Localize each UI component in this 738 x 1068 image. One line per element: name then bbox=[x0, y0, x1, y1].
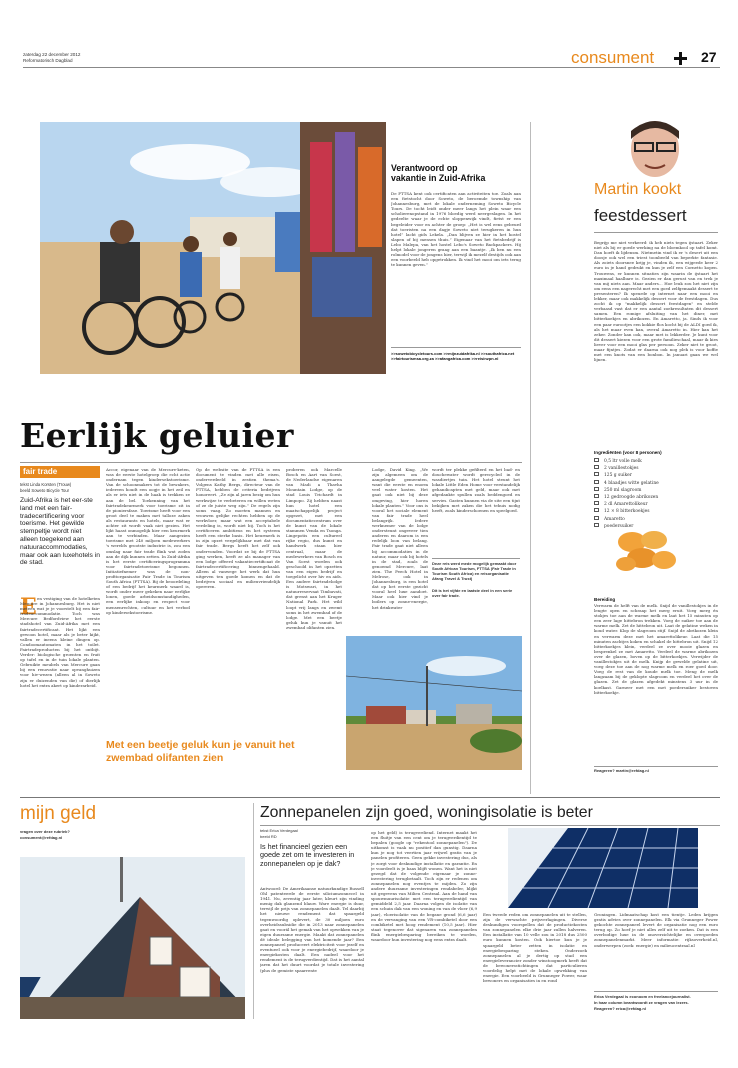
ingredient-item[interactable]: 12 gedroogde abrikozen bbox=[594, 494, 718, 501]
article-col6: wordt ter plekke gefilterd en het bad- en douchewater wordt gerecycled in de wasdiertjes tuin. Het hotel steunt het lokale Little Eden Home voor verstandelijk gehandicapten met geld, maar ook met afgedankte spullen zoals beddengoed en servies. Gasten kunnen via de site een tijnt bekijken met zaken die het tehuis nodig heeft, zoals kinderschoenen en speelgoed. bbox=[432, 467, 520, 513]
geld-col1: Antwoord: De Amerikaanse natuurkundige Russell Ohl patenteerde de eerste siliciumzonnecel in 1941. Nu, zeventig jaar later, kleurt zijn vinding menig dak glanzend blauw. Ware energie is duur, terwijl de prijs van zonnepanelen daalt. Tel daarbij het nieuwe rendement dat spaargeld tegenwoordig oplevert, de 30 miljoen euro overheidssubsidie die in 2013 naar zonnepanelen gaat en voorál het gemak van het opwekken van je eigen duurzame energie. Maakt dat zonnepanelen dé ideale belegging van het komende jaar? Een zonnepaneel produceert elektriciteit voor jezelf en eventueel ook voor je energiebedrijf, waardoor je energiekosten daalt. Een nadeel voor het rendement is de terugverdientijd. Dat is het aantal jaren dat het duurt voordat je totale investering (plus de gemiste spaarrente bbox=[260, 886, 364, 973]
cyclists-photo bbox=[40, 122, 386, 374]
geld-note-2[interactable]: consument@refdag.nl bbox=[20, 835, 63, 840]
geld-footer-3[interactable]: Reageren? erica@refdag.nl bbox=[594, 1006, 646, 1011]
apricots-photo bbox=[612, 522, 682, 578]
series-credit: Dit is het vijfde en laatste deel in een serie over fair trade. bbox=[432, 588, 513, 599]
column-react[interactable]: Reageren? martin@refdag.nl bbox=[594, 768, 649, 773]
headline-rule bbox=[20, 462, 522, 463]
ingredients-list bbox=[594, 458, 718, 530]
ingredient-item[interactable]: Amaretto bbox=[594, 516, 718, 523]
ingredient-item[interactable]: 2 vanillestokjes bbox=[594, 465, 718, 472]
article-col3: Op de website van de FTTSA is een document te vinden met alle eisen, onderverdeeld in zestien thema's. Volgens Kathy Bergs, directeur van de FTTSA, hebben de criteria bedrijven honoreert. „Ze zijn al jaren bezig om hun werkwijze te verbeteren en willen weten of ze de juiste weg zijn.” De regels zijn soms vaag. Zo moeten mannen en vrouwen gelijke rechten hebben op de werkvloer, maar wat een acceptabele verdeling is, wordt niet bij. Toch is het certificeren ambitieus en het systeem heeft een sterke basis. Het keurmerk is in zijn opzet vergelijkbaar met dat van fair trade. Bergs heeft het zelf ook ondervonden. Voordat ze bij de FTTSA ging werken, heeft ze als manager van een lodge offeerd vakantiecertificaat de fairtradecertificering binnengehaald. Alleen al vanwege het werk dat hun uitgeven ten goede komen en dat de bedrijven sociaal en milieuvriendelijk opereren. bbox=[196, 467, 280, 590]
ingredients-title: Ingrediënten (voor 8 personen) bbox=[594, 450, 662, 455]
section-label: consument bbox=[571, 48, 655, 67]
fairtrade-tag: fair trade bbox=[20, 466, 100, 478]
header-paper: Reformatorisch Dagblad bbox=[23, 58, 73, 63]
village-photo bbox=[346, 636, 522, 770]
column-title-2: feestdessert bbox=[594, 206, 687, 225]
column-intro: Begrijp me niet verkeerd: ik heb niets tegen ijstaart. Zeker niet als bij er goede werking na de bloemkool op tafel komt. Dan hoeft ik lijdensm. Nietmetin vind ik er 's desert uit een doosje ook wel een triest toonbeeld van beperkte fantasie. Als zoiets doorsnee krijg je, vinden ik, een wijgeede keer 2 euro in je hand gedrukt en kun je zelf een Cornetto kopen. Trouwens, er kunnen situaties zijn waarin de ijstaart het maximaal haalbare is. Gezien er dan gerust van en trek je van mij niets aan. Maar anders... Hoe leuk zou het niet zijn om eens een nagerecht met een goed zelfgemaakt dessert te presenteren? Ik speurde op internet naar een mooi en lekker, maar ook makkelijk dessert voor de feestdagen. Dus zocht ik op "makkelijk dessert feestdagen" en stelde verbaasd vast dat er een aantal zoekresultaten dit dessert samen. Een romige afsluiting van het diner, met bitterkoekjes en abrikozen. En Amaretto, ja. Sinds ik voor een paar eurootjes een kokkie flos kocht bij de ALDI goed ik, als het maar even kan, overal Amaretto in. Hier kan het zeker. Zonder kan ook, maar met is lekkerder. Je kunt voor dit dessert kiezen voor een grote familieschaal, maar ik kies liever voor een mooi glas per persoon. Zeker niet te groot, maar fijntjes. Zodat er daarna ook nog plek is voor koffie met een knots van een bonbon. In januari gaan we wel lijnen. bbox=[594, 240, 718, 363]
geld-question: Is het financieel gezien een goede zet om te investeren in zonnepanelen op je dak? bbox=[260, 842, 355, 868]
article-col1: en vestiging van de hotelketen Mercure in Johannesburg. Het is niet meteen wat je je voorstelt bij een fair-tradeaccommodatie. Toch was Mercure Bedfordview het eerste stadshotel van Zuid-Afrika met een fairtradecertificaat. Het lijkt een gewoon hotel, maar als je beter kijkt, vallen er ineens kleine dingen op. Condoomautomaten in het toilet. Fairtradeproducten bij het ontbijt. Verder: biologische groenten en fruit op tafel en in de tuin lokale planten. Gebruikte meubels van Mercure gaan bij een renovatie naar opvanghuizen voor hiv-wezen (alleen al in Soweto zijn er duizenden van die) of dierlijk hotel het extra akert op kinderarbeid. bbox=[20, 596, 100, 688]
ingredient-item[interactable]: 0,5 ltr volle melk bbox=[594, 458, 718, 465]
byline-text: tekst Linda Korsten (Trouw) bbox=[20, 482, 72, 487]
geld-section-title: mijn geld bbox=[20, 803, 97, 824]
geld-col3: Een tweede reden om zonnepanelen uit te stellen, zijn de verwachte prijsverlagingen. Diverse deskundigen voorspellen dat de productiekosten van zonnepanelen elke drie jaar zullen halveren. Een installatie van 10 velle zou in 2018 dus 2500 euro kunnen kosten. Ook hiertoe kun je je spaargeld beter zetten in isolatie en energiebesparing steken. Onderzoek zonnepanelen al je dertig op stad een energieleverancier zonder winstoogmerk heeft dat de bewonersstichtingen dat particulieren voordelig helpt met de lokale opwekking van energie. Een voorbeeld is Grunneger Power, waar bewoners en organisaties in en rond bbox=[483, 912, 587, 984]
bereiding-text: Verwarm de helft van de melk. Snijd de vanillestokjes in de lengte open en schraap het merg eruit. Voeg merg én stokjes toe aan de warme melk en laat het 15 minuten op een zeer lage hittebron trekken. Voeg de suiker toe aan de warme melk. Zet de hittebron uit. Laat de gelatine weken in koud water. Klop de slagroom stijf. Snijd de abrikozen klein en verwarm deze met het amarettolikeur. Laat die 15 minuten zachtjes koken en schakel de hittebron uit. Snijd 12 bitterkoekjes klein, verdeel ze over mooie glazen en besprenkel ze met Amaretto. Verdeel de warme abrikozen over de glazen, boven op de bitterkoekjes. Verwijder de vanillestokjes uit de melk. Knijp de gewelde gelatine uit, voeg deze toe aan de nog warme melk en roer goed door. Voeg de rest van de koude melk toe. Meng de melk langzaam bij de geklopte slagroom en verdeel het over de glazen. Zet de glazen afgedekt minstens 3 uur in de koelkast. Garneer met een met poedersuiker bestoven bitterkoekje. bbox=[594, 603, 718, 695]
pullquote: Met een beetje geluk kun je vanuit het zwembad olifanten zien bbox=[106, 739, 295, 764]
main-headline: Eerlijk geluier bbox=[20, 416, 294, 455]
article-col4: proberen ook Marcelle Bosch en Aart van Soest, de Nederlandse eigenaren van Madi a Thavha Mountain Lodge, op de stad Louis Trichardt in Limpopo. Zij hebben naast hun hotel een maatschappelijk project opgezet, met een documentatiecentrum over de kunst van de lokale stammen Venda en Tsonga. Lingepotis een cultureel rijke regio, dus kunst en handwerk staan hier centraal, maar de medewerkers van Bosch en Van Soest worden ook geschoold in het opzetten van een eigen bedrijf en toegelicht over hiv en aids. Een andere fairtradelodge is Motswari, in het natuurreservaat Timbavati, dat grenst aan het Kruger National Park. Het wild loopt vrij langs en zwemt soms in het zwembad of de lodge. Met een beetje geluk kun je vanuit het zwembad olifanten zien. bbox=[286, 467, 342, 630]
geld-footer-1: Erica Verdegaal is econoom en freelancejournalist. bbox=[594, 994, 691, 999]
header-rule bbox=[23, 67, 720, 68]
geld-byline-1: tekst Erica Verdegaal bbox=[260, 828, 298, 833]
geld-headline: Zonnepanelen zijn goed, woningisolatie is beter bbox=[260, 804, 593, 821]
geld-byline-2: beeld RD bbox=[260, 834, 277, 839]
header-date: zaterdag 22 december 2012 bbox=[23, 52, 81, 57]
ingredient-item[interactable]: 4 blaadjes witte gelatine bbox=[594, 480, 718, 487]
bereiding-title: Bereiding bbox=[594, 597, 616, 602]
ingredient-item[interactable]: 125 g suiker bbox=[594, 472, 718, 479]
article-col5: Lodge, David King. „We zijn algemeen om de aangelegde gemeenten, want die eerste en enorm veel water kosten. Het gaat ook niet bij deze omgeving, hier horen lokale planten.” Voor ons is vooral het sociale element van fair trade heel belangrijk. Iedere werknemer van de lodge ondersteunt ongeveer tien anderen en daarom is een redelijk loon van belang. Fair trade gaat niet alleen bij accommodaties in de natuur, maar ook bij hotels in de stad, zoals de genoemd Mercure, laat zien. The Peech Hotel in Melrose, ook in Johannesburg, is een hotel dat op het eerste gezicht vooral heel luxe aandoet. Maar ook hier vind je boilers op zonne-energie, het drinkwater bbox=[372, 467, 428, 610]
geld-note-1: vragen over deze rubriek? bbox=[20, 829, 70, 834]
ingredient-item[interactable]: poedersuiker bbox=[594, 523, 718, 530]
ingredient-item[interactable]: 250 ml slagroom bbox=[594, 487, 718, 494]
plus-icon bbox=[674, 52, 687, 65]
solar-panels-photo bbox=[508, 828, 698, 908]
sidebar-box bbox=[391, 164, 523, 390]
ingredient-item[interactable]: 2 dl Amarettolikeur bbox=[594, 501, 718, 508]
bottom-section-rule bbox=[20, 797, 720, 798]
article-col2: Accor, eigenaar van de Mercure-keten, was de eerste hotelgroep die echt actie ondernam tegen kindersekstoerisme. Van de schoonmakers tot de bewakers, iedereen houdt een oogje in het zeil en als er iets niet in de haak is trekken ze aan de bel. Toekenning van het fairtradekeurmerk voor toerisme zit in de pioniersfase. Toerisme heeft voor een groot deel te maken met talloze zaken als restaurants en hotels, maar wat er achter zit wordt vaak niet gezien. Het lijkt haast onmogelijk hier een keurmerk aan te verbinden. Maar aangezien toerisme met 240 miljoen medewerkers 's werelds grootste industrie is, zou een omslag naar fair trade flink wat zoden aan de dijk kunnen zetten. In Zuid-Afrika is het eerste certificeringsprogramma voor fairtradetoerisme begonnen. Initiatiefnemer was de non-profitorganisatie Fair Trade in Tourism South Africa (FTTSA). Bij de beoordeling of een bedrijf het keurmerk waard is, wordt onder meer gekeken naar eerlijke lonen, goede arbeidsomstandigheden, een eerlijke inkoop en respect voor mensenrechten, cultuur en het verbod op kindersekstoerisme. bbox=[106, 467, 190, 615]
dropcap: E bbox=[20, 594, 37, 620]
sidebar-heading: Verantwoord op vakantie in Zuid-Afrika bbox=[391, 163, 486, 183]
article-lead: Zuid-Afrika is het eer-ste land met een fair-tradecertificering voor toerisme. Het gewilde stempeltje wordt niet alleen toegekend aan natuuraccommodaties, maar ook aan luxehotels in de stad. bbox=[20, 497, 100, 567]
house-photo bbox=[20, 857, 245, 1019]
sidebar-body: De FTTSA kent ook certificaten aan activiteiten toe. Zoals aan een fietstocht door Soweto, de beroemde township van Johannesburg, met de lokale onderneming Soweto Bicycle Tours. De tocht leidt onder meer langs het plein waar een scholierenopstand in 1976 bloedig werd neergeslagen. In het gedeelte waar je de echte sloppenwijk vindt, fietst er een begeleider voor en achter de groep: „Het is wel eens gebeurd dat toeristen na een dagje Soweto niet terugkeren in hun hotel” lacht gids Lekela. „Dan blijven ze hier in het hostel slapen of bij mensen thuis.” Eigenaar van het fietsbedrijf is Lebo Malepa, van het hostel Lebo's Soweto Backpackers. Hij helpt lokale jongeren graag aan een baantje. „Ik ben nu een rolmodel voor de jongens hier, terwijl ik mezelf destijds ook aan een voorbeeld heb opgetrokken. Ik vind het mooi om iets terug te kunnen geven.” bbox=[391, 191, 521, 268]
trip-credit: Deze reis werd mede mogelijk gemaakt door South African Tourism, FTTSA (Fair Trade in Tourism South Africa) en reisorganisatie Afang Travel & Trust) bbox=[432, 561, 517, 582]
page-number: 27 bbox=[701, 49, 717, 65]
martin-portrait bbox=[615, 115, 695, 177]
geld-col4: Groningen. Lidmaatschap kost een tientje. Leden krijgen gratis advies over zonnepanelen. Elk via Grunneger Power gekochte zonnepaneel levert de organisatie nog een euro terug op. Zo hoef je niet alles zelf uit te zoeken. Dat is een overbodige luxe in de onoverzichtelijke en overgoeden zonnepanelenmarkt. Meer informatie: rijksoverheid.nl, onderwerpen (zoek: energie) en milieucentraal.nl bbox=[594, 912, 718, 948]
geld-col2: op het geld) is terugverdiend. Internet maakt het een fluitje van een cent om je terugverdientijd te bepalen (google op "rekentool zonnepanelen"). De uitkomst is vaak nu positief dan gunstig. Daarna kun je nog tot veertien jaar vrijwel gratis van je panelen profiteren. Geen gekke investering dus, als je zorgt voor deskundige installatie en garantie. En je voordeelt is je baas blijft wonen. Want het is niet gezegd dat de volgende eigenaar je zonne-investering terugbetaalt. Toch zijn er redenen om zonnepanelen nog eventjes te mijden. Zo zijn andere duurzame investeringen rendabeler, blijkt uit gegevens van Milieu Centraal. Aan de hand van spouwmuurisolatie met een terugverdientijd van gemiddeld 2,5 jaar. Daarna volgen de isolatie van een schuin dak van een woning en van de vloer (6,9 jaar), vloerisolatie van de begane grond (6,6 jaar) en de vervanging van een VR-combiketel door een combiketel met hoog rendement (10,5 jaar). Hier staat tegenover dat sigenaren van zonnepanelen flink energiebesparing bereiken te worden, waardoor hun investering nog eens extra daalt. bbox=[371, 830, 477, 942]
byline-photo: beeld Soweto Bicycle Tour bbox=[20, 488, 70, 493]
sidebar-links[interactable]: >>sowetobicycletours.com >>mijnzuidafrika.nl >>southafrica.net >>fairtourismsa.org.za >>afangafrica.com >>reisinzpn.nl bbox=[391, 351, 515, 362]
column-title-1: Martin kookt bbox=[594, 181, 682, 198]
geld-footer-2: In haar column beantwoordt ze vragen van lezers. bbox=[594, 1000, 689, 1005]
ingredient-item[interactable]: 12 × 8 bitterkoekjes bbox=[594, 508, 718, 515]
